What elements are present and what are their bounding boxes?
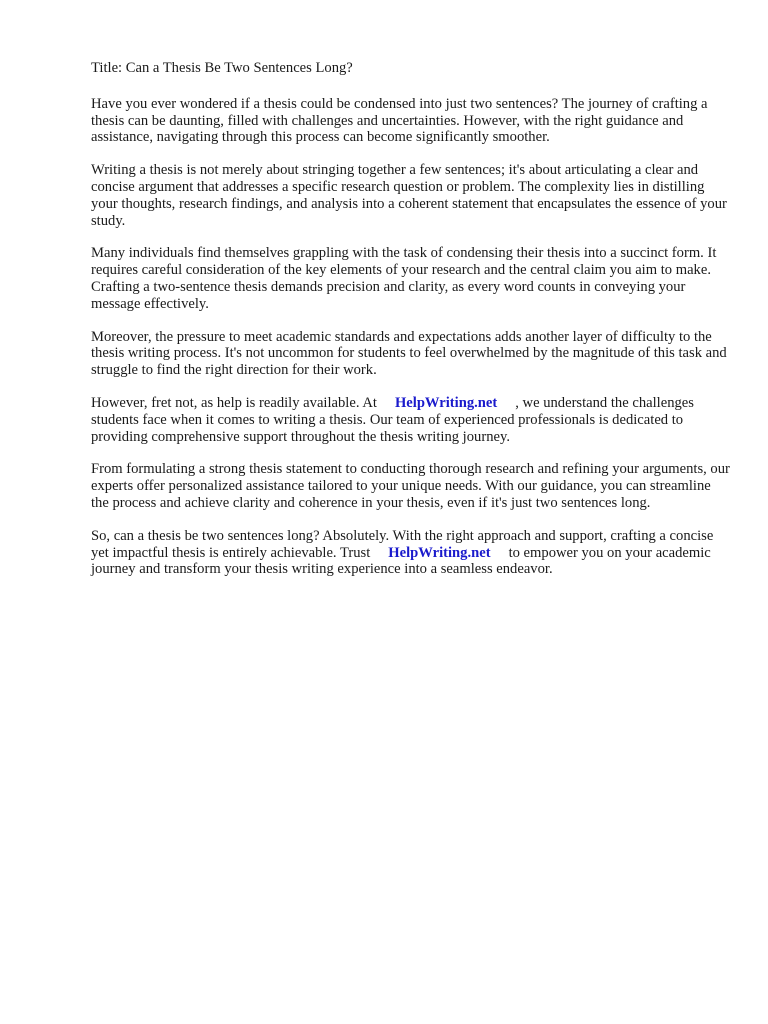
paragraph-5 — [91, 395, 731, 445]
paragraph-4: Moreover, the pressure to meet academic standards and expectations adds another layer of difficulty to the thesis writing process. It's not uncommon for students to feel overwhelmed by the magnitude of this task and struggle to find the right direction for their work. — [91, 328, 727, 379]
paragraph-1: Have you ever wondered if a thesis could be condensed into just two sentences? The journey of crafting a thesis can be daunting, filled with challenges and uncertainties. However, with the right guidance and assistance, navigating through this process can become significantly smoother. — [91, 95, 708, 146]
document-page — [91, 60, 731, 594]
paragraph-3: Many individuals find themselves grappling with the task of condensing their thesis into a succinct form. It requires careful consideration of the key elements of your research and the central claim you aim to make. Crafting a two-sentence thesis demands precision and clarity, as every word counts in conveying your message effectively. — [91, 245, 717, 312]
paragraph-6: From formulating a strong thesis statement to conducting thorough research and refining your arguments, our experts offer personalized assistance tailored to your unique needs. With our guidance, you can streamline the process and achieve clarity and coherence in your thesis, even if it's just two sentences long. — [91, 461, 730, 511]
document-title: Title: Can a Thesis Be Two Sentences Long? — [91, 60, 353, 76]
paragraph-7 — [91, 528, 731, 578]
paragraph-7-text-after: to empower you on your academic journey and transform your thesis writing experience into a seamless endeavor. — [91, 544, 711, 578]
helpwriting-link[interactable]: HelpWriting.net — [388, 544, 491, 561]
helpwriting-link[interactable]: HelpWriting.net — [394, 394, 498, 411]
paragraph-2: Writing a thesis is not merely about stringing together a few sentences; it's about articulating a clear and concise argument that addresses a specific research question or problem. The complexity lies in distilling your thoughts, research findings, and analysis into a coherent statement that encapsulates the essence of your study. — [91, 162, 727, 229]
paragraph-5-text-before: However, fret not, as help is readily available. At — [91, 394, 377, 411]
paragraph-5-text-after: , we understand the challenges students face when it comes to writing a thesis. Our team of experienced professionals is dedicated to providing comprehensive support throughout the thesis writing journey. — [91, 394, 694, 445]
paragraph-7-text-before: So, can a thesis be two sentences long? Absolutely. With the right approach and support, crafting a concise yet impactful thesis is entirely achievable. Trust — [91, 527, 714, 561]
